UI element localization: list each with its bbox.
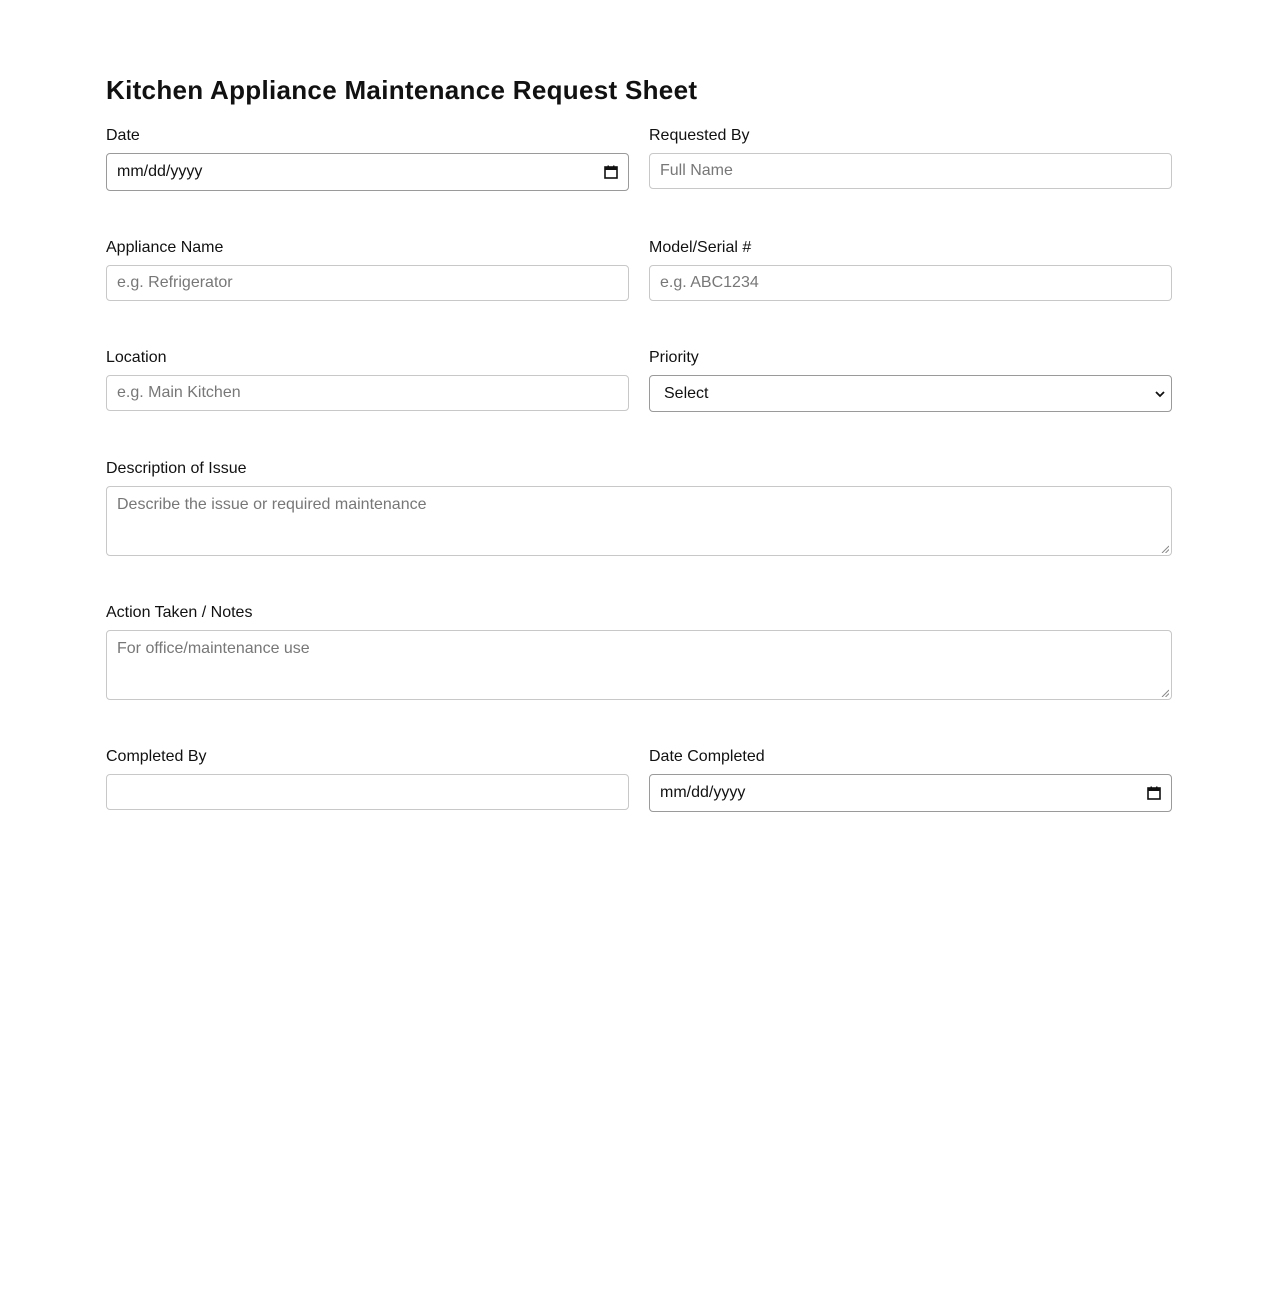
priority-field-group xyxy=(649,349,1172,412)
appliance-name-field-group xyxy=(106,239,629,301)
action-taken-label: Action Taken / Notes xyxy=(106,604,253,621)
description-label: Description of Issue xyxy=(106,460,247,477)
form-row-1 xyxy=(106,127,1172,191)
priority-label: Priority xyxy=(649,349,699,366)
date-input-value: mm/dd/yyyy xyxy=(117,163,203,180)
completed-by-input[interactable] xyxy=(106,774,629,810)
date-field-group xyxy=(106,127,629,191)
requested-by-label: Requested By xyxy=(649,127,750,144)
action-taken-placeholder: For office/maintenance use xyxy=(117,640,310,657)
action-taken-textarea[interactable] xyxy=(106,630,1172,700)
date-input[interactable] xyxy=(106,153,629,191)
date-completed-label: Date Completed xyxy=(649,748,765,765)
requested-by-input[interactable] xyxy=(649,153,1172,189)
location-placeholder: e.g. Main Kitchen xyxy=(117,384,241,401)
form-row-2 xyxy=(106,239,1172,301)
resize-grip-icon[interactable] xyxy=(1161,689,1169,697)
requested-by-field-group xyxy=(649,127,1172,191)
model-serial-placeholder: e.g. ABC1234 xyxy=(660,274,759,291)
description-textarea[interactable] xyxy=(106,486,1172,556)
model-serial-label: Model/Serial # xyxy=(649,239,752,256)
completed-by-label: Completed By xyxy=(106,748,207,765)
location-field-group xyxy=(106,349,629,412)
priority-select[interactable] xyxy=(649,375,1172,412)
priority-selected-value: Select xyxy=(664,384,709,402)
form-row-3 xyxy=(106,349,1172,412)
date-label: Date xyxy=(106,127,140,144)
model-serial-input[interactable] xyxy=(649,265,1172,301)
chevron-down-icon[interactable] xyxy=(1155,390,1165,398)
appliance-name-input[interactable] xyxy=(106,265,629,301)
appliance-name-placeholder: e.g. Refrigerator xyxy=(117,274,233,291)
resize-grip-icon[interactable] xyxy=(1161,545,1169,553)
appliance-name-label: Appliance Name xyxy=(106,239,224,256)
location-label: Location xyxy=(106,349,167,366)
maintenance-request-form xyxy=(106,72,1172,812)
description-placeholder: Describe the issue or required maintenance xyxy=(117,496,427,513)
description-field-group xyxy=(106,460,1172,556)
model-serial-field-group xyxy=(649,239,1172,301)
calendar-icon[interactable] xyxy=(604,165,618,179)
date-completed-field-group xyxy=(649,748,1172,812)
requested-by-placeholder: Full Name xyxy=(660,162,733,179)
page-title: Kitchen Appliance Maintenance Request Sheet xyxy=(106,75,698,105)
date-completed-input[interactable] xyxy=(649,774,1172,812)
form-row-completion xyxy=(106,748,1172,812)
action-taken-field-group xyxy=(106,604,1172,700)
calendar-icon[interactable] xyxy=(1147,786,1161,800)
completed-by-field-group xyxy=(106,748,629,812)
date-completed-value: mm/dd/yyyy xyxy=(660,784,746,801)
location-input[interactable] xyxy=(106,375,629,411)
